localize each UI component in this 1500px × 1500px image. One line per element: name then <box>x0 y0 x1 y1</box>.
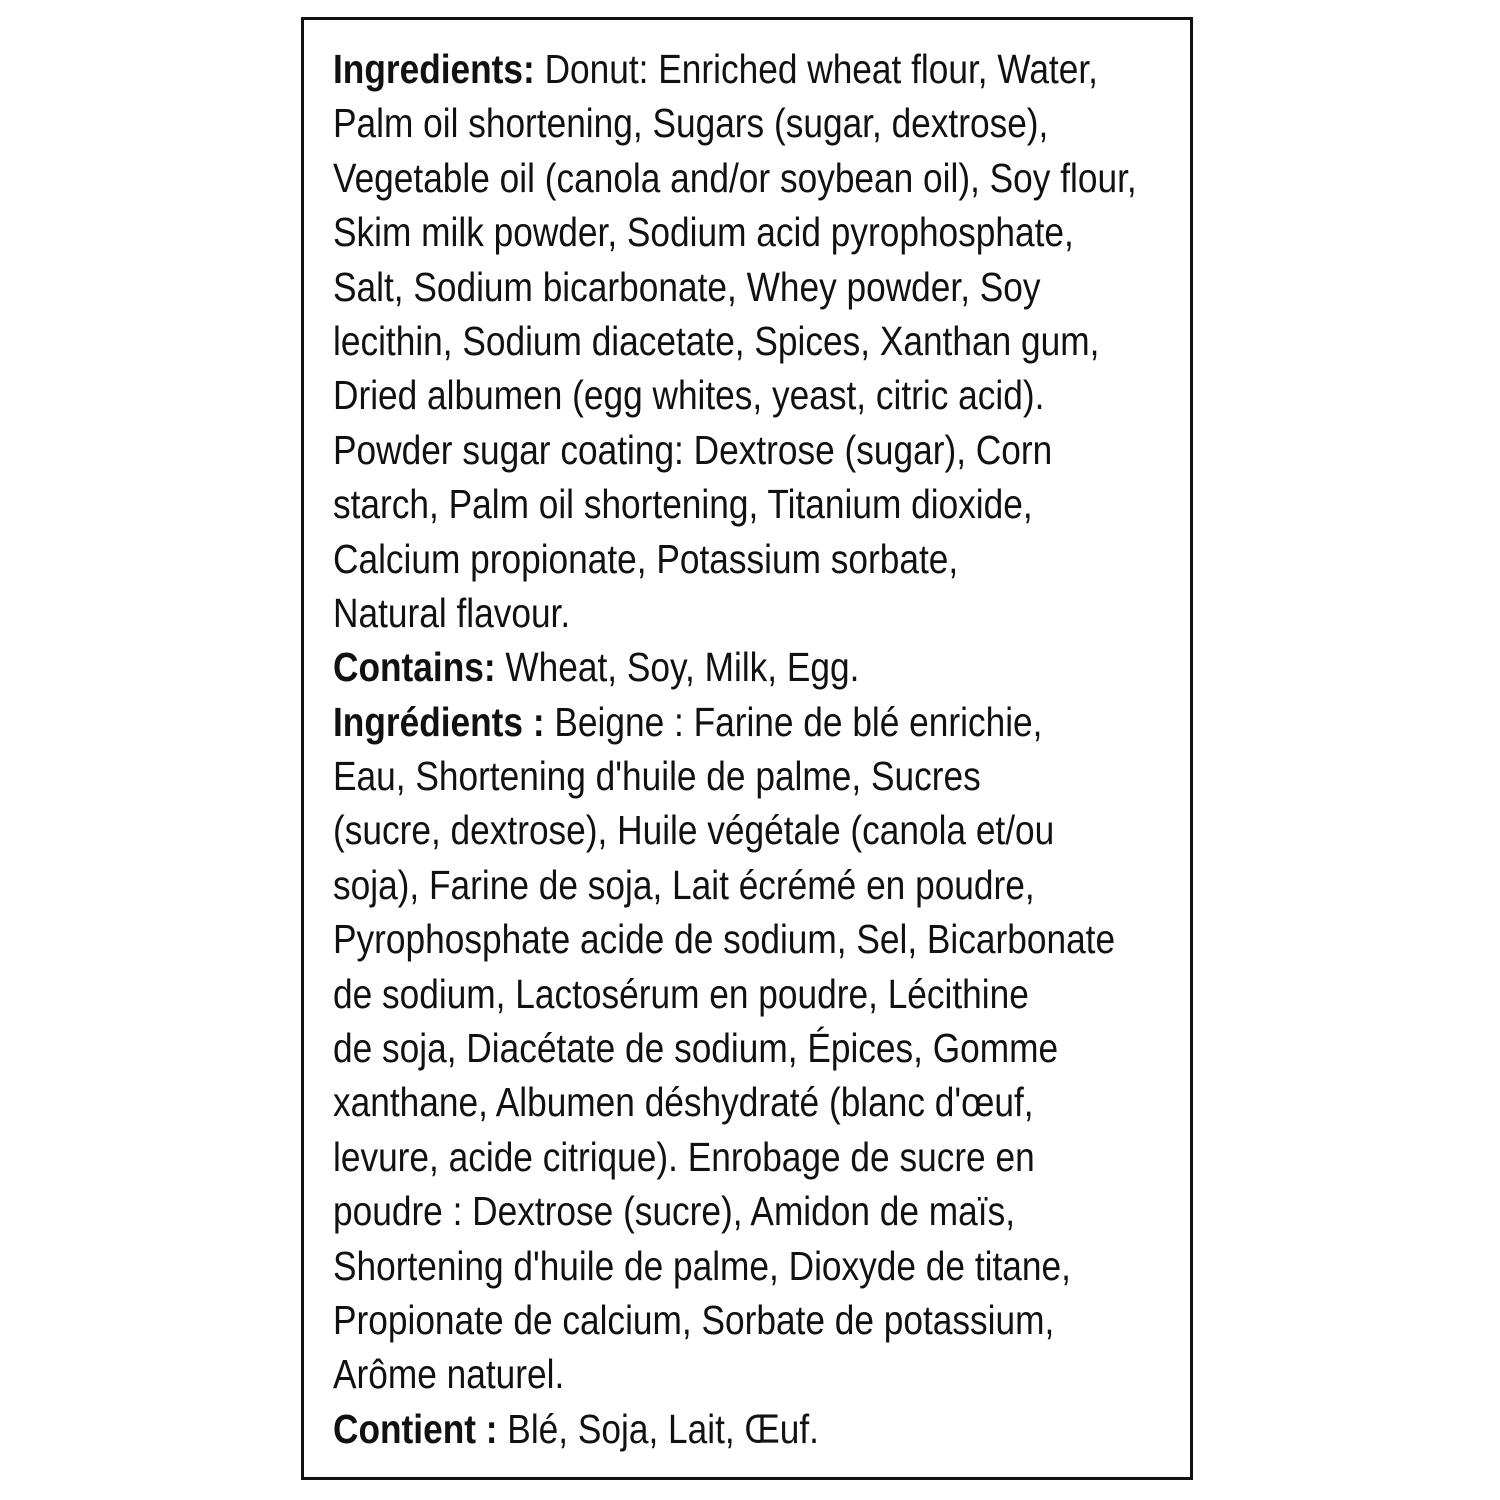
label-line <box>333 1130 1137 1184</box>
label-line <box>333 1402 1137 1456</box>
line-text: Dried albumen (egg whites, yeast, citric acid). <box>333 372 1045 419</box>
label-line <box>333 1184 1137 1238</box>
label-line <box>333 477 1137 531</box>
line-text: starch, Palm oil shortening, Titanium dioxide, <box>333 481 1033 528</box>
line-text: Powder sugar coating: Dextrose (sugar), Corn <box>333 426 1053 473</box>
line-text: de soja, Diacétate de sodium, Épices, Gomme <box>333 1025 1059 1072</box>
label-line <box>333 96 1137 150</box>
line-text: levure, acide citrique). Enrobage de sucre en <box>333 1133 1035 1180</box>
label-line <box>333 423 1137 477</box>
label-line <box>333 1021 1137 1075</box>
label-line <box>333 749 1137 803</box>
label-line <box>333 1293 1137 1347</box>
label-line <box>333 586 1137 640</box>
label-line <box>333 858 1137 912</box>
label-line <box>333 912 1137 966</box>
label-line <box>333 42 1137 96</box>
line-text: lecithin, Sodium diacetate, Spices, Xanthan gum, <box>333 317 1100 364</box>
line-text: Salt, Sodium bicarbonate, Whey powder, Soy <box>333 263 1041 310</box>
label-line <box>333 967 1137 1021</box>
section-heading: Ingrédients : <box>333 698 545 745</box>
line-text: (sucre, dextrose), Huile végétale (canola et/ou <box>333 807 1055 854</box>
label-line <box>333 1075 1137 1129</box>
label-line <box>333 1347 1137 1401</box>
line-text: Skim milk powder, Sodium acid pyrophosphate, <box>333 209 1074 256</box>
label-line <box>333 205 1137 259</box>
line-text: de sodium, Lactosérum en poudre, Lécithine <box>333 970 1029 1017</box>
line-text: Shortening d'huile de palme, Dioxyde de titane, <box>333 1242 1071 1289</box>
label-line <box>333 640 1137 694</box>
label-line <box>333 803 1137 857</box>
ingredients-text-block <box>333 42 1137 1456</box>
line-text: Calcium propionate, Potassium sorbate, <box>333 535 959 582</box>
line-text: Blé, Soja, Lait, Œuf. <box>497 1405 819 1452</box>
line-text: Wheat, Soy, Milk, Egg. <box>495 644 860 691</box>
section-heading: Ingredients: <box>333 46 535 92</box>
label-line <box>333 695 1137 749</box>
label-line <box>333 1239 1137 1293</box>
line-text: xanthane, Albumen déshydraté (blanc d'œuf, <box>333 1079 1034 1126</box>
line-text: Eau, Shortening d'huile de palme, Sucres <box>333 753 981 800</box>
line-text: Propionate de calcium, Sorbate de potassium, <box>333 1296 1055 1343</box>
line-text: Pyrophosphate acide de sodium, Sel, Bicarbonate <box>333 916 1116 963</box>
line-text: Beigne : Farine de blé enrichie, <box>544 698 1043 745</box>
label-line <box>333 260 1137 314</box>
line-text: Donut: Enriched wheat flour, Water, <box>534 46 1098 92</box>
label-line <box>333 532 1137 586</box>
label-line <box>333 314 1137 368</box>
ingredients-label-box <box>301 17 1193 1480</box>
line-text: Natural flavour. <box>333 589 571 636</box>
line-text: soja), Farine de soja, Lait écrémé en poudre, <box>333 861 1035 908</box>
line-text: poudre : Dextrose (sucre), Amidon de maïs, <box>333 1188 1015 1235</box>
line-text: Vegetable oil (canola and/or soybean oil), Soy flour, <box>333 154 1137 201</box>
line-text: Arôme naturel. <box>333 1351 565 1398</box>
label-line <box>333 368 1137 422</box>
section-heading: Contient : <box>333 1405 498 1452</box>
label-line <box>333 151 1137 205</box>
section-heading: Contains: <box>333 644 496 691</box>
line-text: Palm oil shortening, Sugars (sugar, dextrose), <box>333 100 1049 147</box>
